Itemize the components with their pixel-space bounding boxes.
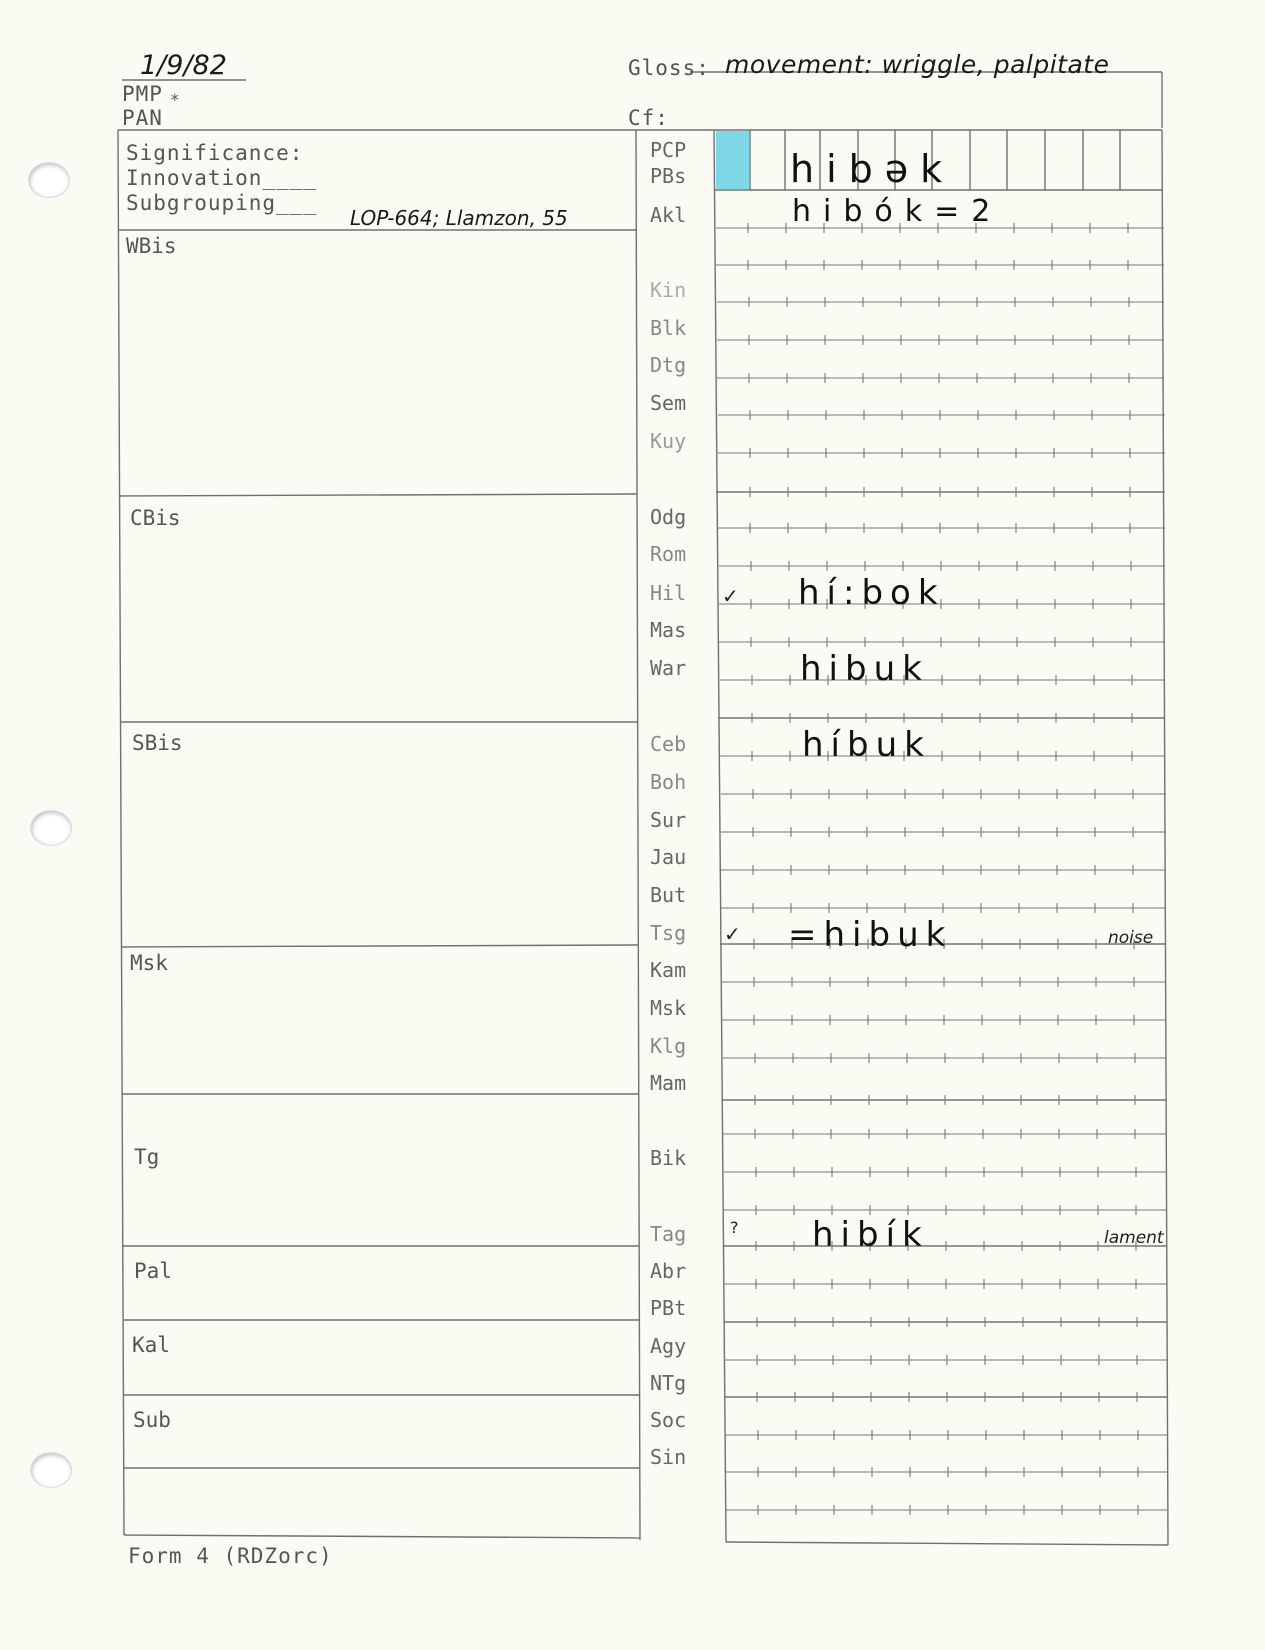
proto-asterisk: * [170, 90, 181, 109]
lang-pbt: PBt [650, 1296, 687, 1320]
check-hil: ✓ [722, 584, 739, 608]
form-ceb: híbuk [802, 725, 931, 765]
lang-war: War [650, 656, 687, 680]
lang-kam: Kam [650, 958, 687, 982]
lang-akl: Akl [650, 203, 687, 227]
form-footer-label: Form 4 (RDZorc) [128, 1544, 333, 1568]
check-tsg: ✓ [724, 922, 741, 946]
lang-tsg: Tsg [650, 921, 687, 945]
form-hil: hí:bok [798, 573, 945, 613]
section-sbis: SBis [132, 731, 183, 755]
lang-boh: Boh [650, 770, 687, 794]
lang-sin: Sin [650, 1445, 687, 1469]
lang-tag: Tag [650, 1222, 687, 1246]
section-msk: Msk [130, 951, 168, 975]
form-tag: hibík [812, 1215, 929, 1255]
proto-pmp-label: PMP [122, 82, 163, 106]
lang-dtg: Dtg [650, 353, 687, 377]
lang-sem: Sem [650, 391, 687, 415]
lang-msk: Msk [650, 996, 687, 1020]
lang-jau: Jau [650, 845, 687, 869]
subgrouping-label: Subgrouping___ [126, 191, 318, 215]
lang-mam: Mam [650, 1071, 687, 1095]
section-tg: Tg [134, 1145, 160, 1169]
query-tag: ? [730, 1218, 739, 1237]
lang-pcp: PCP [650, 138, 687, 162]
lang-kuy: Kuy [650, 429, 687, 453]
section-wbis: WBis [126, 234, 177, 258]
lang-kin: Kin [650, 278, 687, 302]
lang-pbs: PBs [650, 164, 687, 188]
section-pal: Pal [134, 1259, 172, 1283]
section-kal: Kal [132, 1333, 170, 1357]
form-pbs: hibək [790, 147, 955, 191]
proto-pan-label: PAN [122, 106, 163, 130]
lang-bik: Bik [650, 1146, 687, 1170]
subgrouping-reference: LOP-664; Llamzon, 55 [350, 206, 568, 230]
form-tsg: =hibuk [788, 915, 953, 955]
lang-but: But [650, 883, 687, 907]
cf-label: Cf: [628, 106, 669, 130]
section-sub: Sub [133, 1408, 171, 1432]
note-tsg: noise [1108, 928, 1154, 948]
note-tag: lament [1104, 1228, 1164, 1248]
section-cbis: CBis [130, 506, 181, 530]
lang-agy: Agy [650, 1334, 687, 1358]
gloss-value: movement: wriggle, palpitate [725, 50, 1110, 79]
lang-mas: Mas [650, 618, 687, 642]
lang-soc: Soc [650, 1408, 687, 1432]
lang-blk: Blk [650, 316, 687, 340]
lang-ceb: Ceb [650, 732, 687, 756]
lang-odg: Odg [650, 505, 687, 529]
date: 1/9/82 [140, 50, 227, 81]
lang-hil: Hil [650, 581, 687, 605]
lang-ntg: NTg [650, 1371, 687, 1395]
lang-klg: Klg [650, 1034, 687, 1058]
form-akl: hibók=2 [792, 194, 1003, 229]
innovation-label: Innovation____ [126, 166, 318, 190]
gloss-label: Gloss: [628, 56, 710, 80]
significance-label: Significance: [126, 141, 304, 165]
lang-abr: Abr [650, 1259, 687, 1283]
lang-sur: Sur [650, 808, 687, 832]
form-war: hibuk [800, 649, 929, 689]
highlight-cell [716, 131, 749, 189]
lang-rom: Rom [650, 542, 687, 566]
